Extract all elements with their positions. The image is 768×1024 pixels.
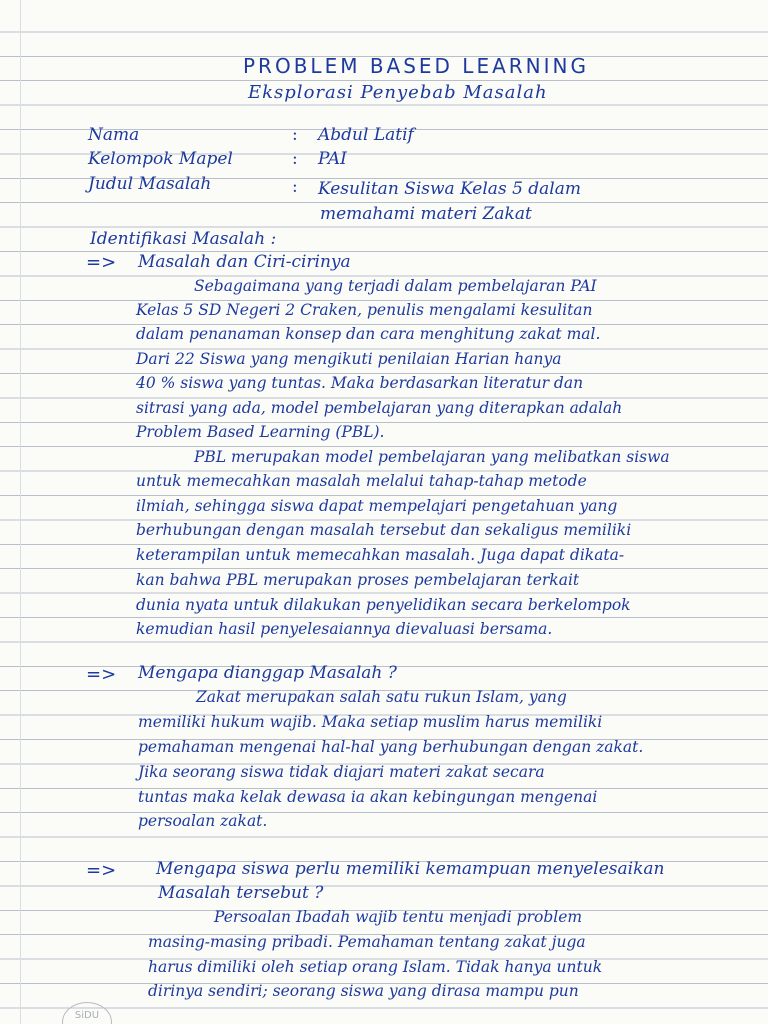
field-value-judul-masalah: Kesulitan Siswa Kelas 5 dalam — [318, 179, 582, 199]
paragraph-line: Persoalan Ibadah wajib tentu menjadi problem — [214, 908, 583, 926]
paragraph-line: memiliki hukum wajib. Maka setiap muslim harus memiliki — [138, 713, 603, 731]
arrow-icon: => — [86, 252, 117, 273]
paragraph-line: tuntas maka kelak dewasa ia akan kebingungan mengenai — [138, 788, 598, 806]
section-heading: Mengapa siswa perlu memiliki kemampuan menyelesaikan — [156, 859, 665, 879]
paragraph-line: Sebagaimana yang terjadi dalam pembelajaran PAI — [194, 277, 597, 295]
paragraph-line: berhubungan dengan masalah tersebut dan sekaligus memiliki — [136, 521, 632, 539]
paragraph-line: 40 % siswa yang tuntas. Maka berdasarkan literatur dan — [136, 374, 584, 392]
field-value-kelompok-mapel: PAI — [318, 149, 347, 169]
paragraph-line: ilmiah, sehingga siswa dapat mempelajari pengetahuan yang — [136, 497, 618, 515]
paragraph-line: Problem Based Learning (PBL). — [136, 423, 385, 441]
section-heading: Masalah dan Ciri-cirinya — [138, 252, 351, 272]
stamp-logo: SiDU — [62, 1002, 112, 1024]
field-label-kelompok-mapel: Kelompok Mapel — [88, 149, 233, 169]
paragraph-line: masing-masing pribadi. Pemahaman tentang zakat juga — [148, 933, 586, 951]
paragraph-line: sitrasi yang ada, model pembelajaran yang diterapkan adalah — [136, 399, 623, 417]
page-subtitle: Eksplorasi Penyebab Masalah — [248, 82, 548, 103]
arrow-icon: => — [86, 664, 117, 685]
paragraph-line: harus dimiliki oleh setiap orang Islam. Tidak hanya untuk — [148, 958, 603, 976]
page-title: PROBLEM BASED LEARNING — [243, 54, 589, 78]
section-heading: Mengapa dianggap Masalah ? — [138, 663, 397, 683]
field-value-judul-masalah-cont: memahami materi Zakat — [320, 204, 532, 224]
paragraph-line: pemahaman mengenai hal-hal yang berhubungan dengan zakat. — [138, 738, 644, 756]
paragraph-line: keterampilan untuk memecahkan masalah. Juga dapat dikata- — [136, 546, 625, 564]
paragraph-line: kan bahwa PBL merupakan proses pembelajaran terkait — [136, 571, 580, 589]
paragraph-line: PBL merupakan model pembelajaran yang melibatkan siswa — [194, 448, 670, 466]
paragraph-line: dunia nyata untuk dilakukan penyelidikan secara berkelompok — [136, 596, 631, 614]
paragraph-line: Zakat merupakan salah satu rukun Islam, yang — [196, 688, 567, 706]
field-label-nama: Nama — [88, 125, 140, 145]
paragraph-line: dalam penanaman konsep dan cara menghitung zakat mal. — [136, 325, 601, 343]
paragraph-line: Dari 22 Siswa yang mengikuti penilaian Harian hanya — [136, 350, 562, 368]
paragraph-line: Kelas 5 SD Negeri 2 Craken, penulis mengalami kesulitan — [136, 301, 593, 319]
section-heading-cont: Masalah tersebut ? — [158, 883, 324, 903]
arrow-icon: => — [86, 860, 117, 881]
identifikasi-heading: Identifikasi Masalah : — [90, 229, 277, 249]
field-colon: : — [292, 177, 298, 197]
field-label-judul-masalah: Judul Masalah — [88, 174, 212, 194]
paragraph-line: persoalan zakat. — [138, 812, 268, 830]
field-colon: : — [292, 125, 298, 145]
field-colon: : — [292, 149, 298, 169]
paragraph-line: kemudian hasil penyelesaiannya dievaluasi bersama. — [136, 620, 553, 638]
paragraph-line: untuk memecahkan masalah melalui tahap-tahap metode — [136, 472, 587, 490]
paragraph-line: Jika seorang siswa tidak diajari materi zakat secara — [138, 763, 545, 781]
field-value-nama: Abdul Latif — [318, 125, 414, 145]
paragraph-line: dirinya sendiri; seorang siswa yang dirasa mampu pun — [148, 982, 579, 1000]
